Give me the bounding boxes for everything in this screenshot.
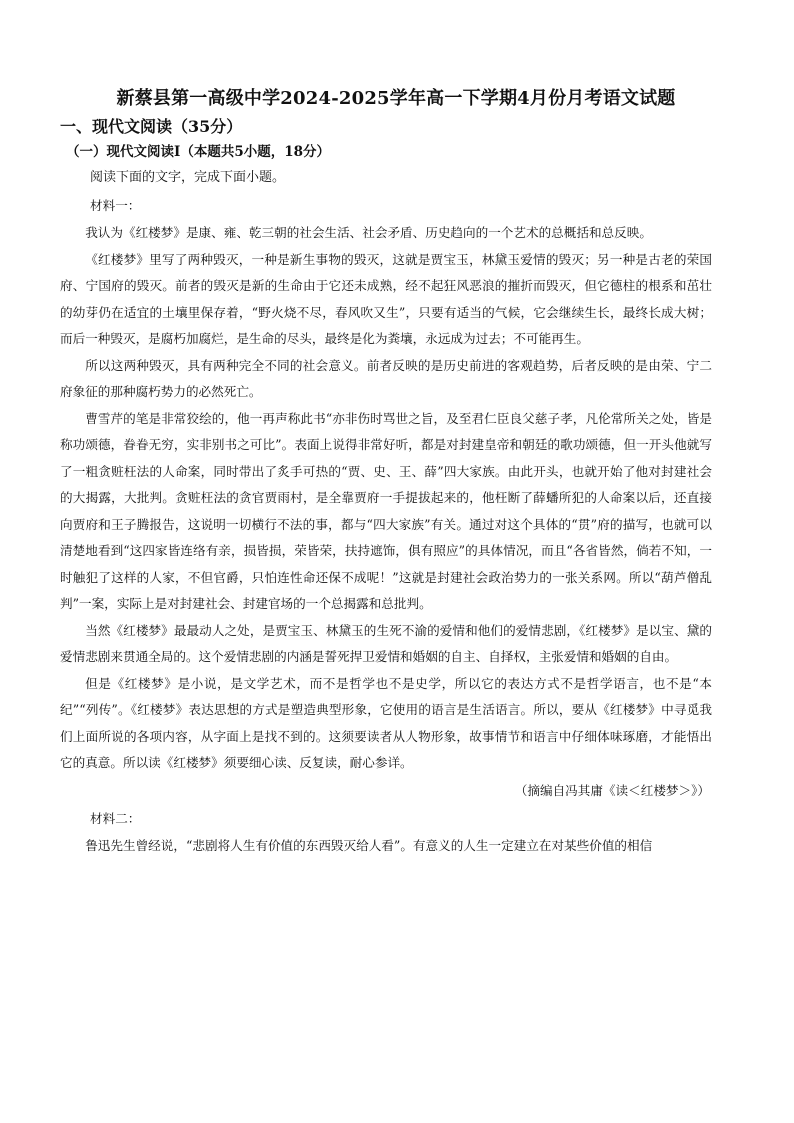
source-citation: （摘编自冯其庸《读＜红楼梦＞》） [514,782,710,798]
material-two-label: 材料二： [90,810,141,826]
paragraph: 当然《红楼梦》最最动人之处，是贾宝玉、林黛玉的生死不渝的爱情和他们的爱情悲剧，《红楼梦》是以宝、黛的爱情悲剧来贯通全局的。这个爱情悲剧的内涵是誓死捍卫爱情和婚姻的自主、自择权，主张爱情和婚姻的自由。 [60,622,712,664]
paragraph: 《红楼梦》里写了两种毁灭，一种是新生事物的毁灭，这就是贾宝玉，林黛玉爱情的毁灭；另一种是古老的荣国府、宁国府的毁灭。前者的毁灭是新的生命由于它还未成熟，经不起狂风恶浪的摧折而毁灭，但它德柱的根系和茁壮的幼芽仍在适宜的土壤里保存着，“野火烧不尽，春风吹又生”，只要有适当的气候，它会继续生长，最终长成大树；而后一种毁灭，是腐朽加腐烂，是生命的尽头，最终是化为粪壤，永远成为过去；不可能再生。 [60,251,712,346]
exam-title: 新蔡县第一高级中学2024-2025学年高一下学期4月份月考语文试题 [116,88,676,109]
instruction-text: 阅读下面的文字，完成下面小题。 [90,170,286,185]
paragraph: 但是《红楼梦》是小说，是文学艺术，而不是哲学也不是史学，所以它的表达方式不是哲学语言，也不是“本纪”“列传”。《红楼梦》表达思想的方式是塑造典型形象，它使用的语言是生活语言。所以，要从《红楼梦》中寻觅我们上面所说的各项内容，从字面上是找不到的。这须要读者从人物形象，故事情节和语言中仔细体味琢磨，才能悟出它的真意。所以读《红楼梦》须要细心读、反复读，耐心参详。 [60,675,712,770]
paragraph: 鲁迅先生曾经说，“悲剧将人生有价值的东西毁灭给人看”。有意义的人生一定建立在对某些价值的相信 [85,837,653,853]
material-one-label: 材料一： [90,198,141,213]
paragraph: 我认为《红楼梦》是康、雍、乾三朝的社会生活、社会矛盾、历史趋向的一个艺术的总概括和总反映。 [85,225,652,240]
paragraph: 所以这两种毁灭，具有两种完全不同的社会意义。前者反映的是历史前进的客观趋势，后者反映的是由荣、宁二府象征的那种腐朽势力的必然死亡。 [60,357,712,399]
subsection-heading: （一）现代文阅读Ⅰ（本题共5小题，18分） [66,144,330,160]
paragraph: 曹雪芹的笔是非常狡绘的，他一再声称此书“亦非伤时骂世之旨，及至君仁臣良父慈子孝，凡伦常所关之处，皆是称功颂德，眷眷无穷，实非别书之可比”。表面上说得非常好听，都是对封建皇帝和朝廷的歌功颂德，但一开头他就写了一粗贪赃枉法的人命案，同时带出了炙手可热的“贾、史、王、薛”四大家族。由此开头，也就开始了他对封建社会的大揭露，大批判。贪赃枉法的贪官贾雨村，是全靠贾府一手提拔起来的，他枉断了薛蟠所犯的人命案以后，还直接向贾府和王子腾报告，这说明一切横行不法的事，都与“四大家族”有关。通过对这个具体的“贯”府的描写，也就可以清楚地看到“这四家皆连络有亲，损皆损，荣皆荣，扶持遮饰，俱有照应”的具体情况，而且“各省皆然，倘若不知，一时触犯了这样的人家，不但官爵，只怕连性命还保不成呢！”这就是封建社会政治势力的一张关系网。所以“葫芦僧乱判”一案，实际上是对封建社会、封建官场的一个总揭露和总批判。 [60,410,712,611]
section-heading: 一、现代文阅读（35分） [60,117,243,136]
reading-body [60,164,712,859]
